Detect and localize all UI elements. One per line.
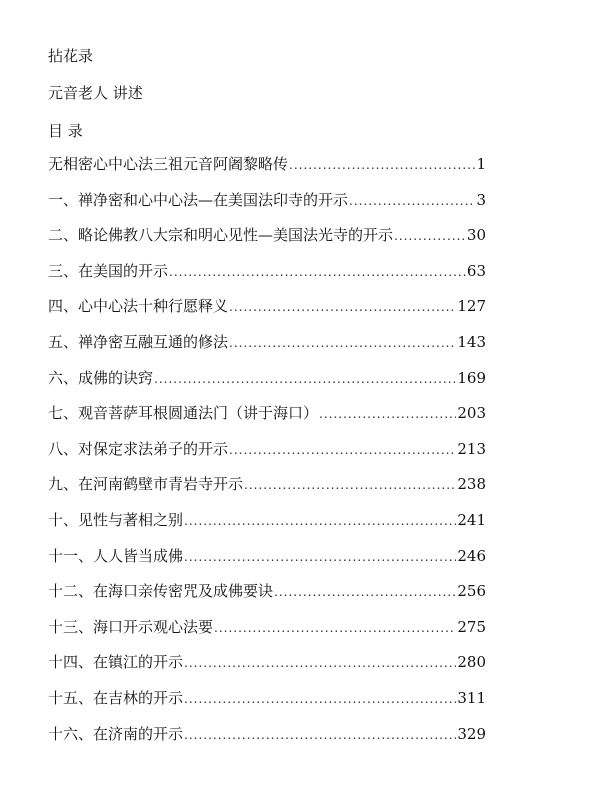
toc-entry-page: 238 [457,475,486,494]
toc-entry-page: 280 [457,653,486,672]
toc-entry-page: 241 [457,510,486,529]
author-line: 元音老人 讲述 [48,84,143,102]
toc-dot-leader [289,153,475,177]
toc-entry [48,259,486,295]
toc-entry-title: 一、禅净密和心中心法—在美国法印寺的开示 [48,190,349,209]
toc-entry-page: 256 [457,582,486,601]
toc-entry [48,472,486,508]
toc-dot-leader [229,331,456,355]
toc-entry-title: 六、成佛的诀窍 [48,368,154,387]
toc-entry-page: 169 [457,368,486,387]
toc-entry [48,294,486,330]
toc-entry-title: 八、对保定求法弟子的开示 [48,439,229,458]
toc-entry [48,650,486,686]
toc-dot-leader [184,509,456,533]
book-title: 拈花录 [48,47,94,65]
toc-dot-leader [229,438,456,462]
toc-entry-title: 四、心中心法十种行愿释义 [48,297,229,316]
toc-entry-title: 十四、在镇江的开示 [48,653,184,672]
toc-entry-title: 无相密心中心法三祖元音阿阇黎略传 [48,155,289,173]
toc-entry [48,544,486,580]
toc-dot-leader [229,295,456,319]
toc-entry-title: 十一、人人皆当成佛 [48,546,184,565]
toc-dot-leader [184,723,456,747]
toc-entry [48,508,486,544]
toc-entry-title: 十三、海口开示观心法要 [48,617,214,636]
toc-dot-leader [244,473,456,497]
toc-entry [48,330,486,366]
toc-entry-page: 143 [457,332,486,351]
toc-entry [48,401,486,437]
toc-dot-leader [154,367,456,391]
toc-entry-title: 五、禅净密互融互通的修法 [48,332,229,351]
toc-dot-leader [169,260,466,284]
toc-entry [48,579,486,615]
toc-dot-leader [349,189,475,213]
toc-entry [48,437,486,473]
toc-entry-title: 九、在河南鹤壁市青岩寺开示 [48,475,244,494]
toc-entry-title: 二、略论佛教八大宗和明心见性—美国法光寺的开示 [48,226,394,245]
toc-entry [48,152,486,188]
toc-entry-page: 3 [476,190,486,209]
toc-entry-page: 275 [457,617,486,636]
toc-entry [48,188,486,224]
toc-entry [48,366,486,402]
toc-entry [48,615,486,651]
toc-dot-leader [184,687,456,711]
toc-entry-page: 311 [457,688,486,707]
toc-entry-title: 十五、在吉林的开示 [48,688,184,707]
toc-entry-page: 329 [457,724,486,743]
toc-entry-page: 63 [466,261,486,280]
toc-heading: 目 录 [48,122,83,140]
toc-entry-page: 213 [457,439,486,458]
toc-dot-leader [184,651,456,675]
toc-entry-title: 三、在美国的开示 [48,261,169,280]
toc-entry-title: 十六、在济南的开示 [48,724,184,743]
toc-entry-title: 十二、在海口亲传密咒及成佛要诀 [48,582,274,601]
toc-entry [48,223,486,259]
toc-entry-title: 七、观音菩萨耳根圆通法门（讲于海口） [48,404,319,423]
toc-entry [48,722,486,758]
toc-entry-page: 246 [457,546,486,565]
toc-entry-page: 203 [457,404,486,423]
toc-dot-leader [214,616,456,640]
toc-entry-page: 30 [466,226,486,245]
toc-dot-leader [274,580,456,604]
toc-entry-page: 1 [476,155,486,173]
toc-dot-leader [184,545,456,569]
toc-dot-leader [319,402,456,426]
toc-dot-leader [394,224,466,248]
toc-entry-page: 127 [457,297,486,316]
toc-entry [48,686,486,722]
table-of-contents [48,152,486,757]
toc-entry-title: 十、见性与著相之别 [48,510,184,529]
